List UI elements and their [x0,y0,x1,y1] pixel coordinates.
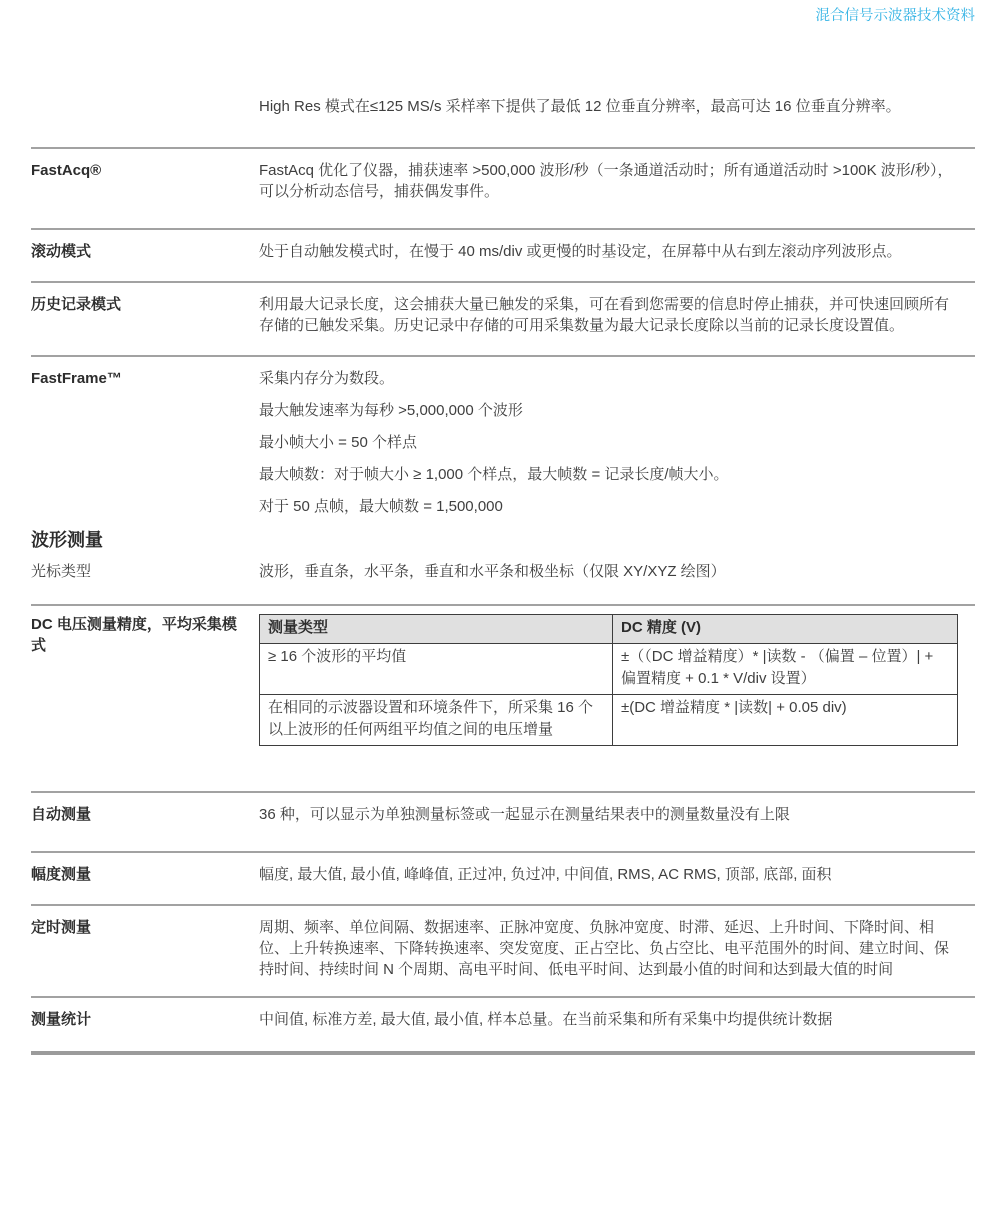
fastframe-paragraph: 最小帧大小 = 50 个样点 [259,434,417,451]
spec-text: FastAcq 优化了仪器，捕获速率 >500,000 波形/秒（一条通道活动时；所有通道活动时 >100K 波形/秒），可以分析动态信号，捕获偶发事件。 [259,162,953,200]
spec-row-measurement-statistics [31,996,975,1051]
table-cell-accuracy: ±(DC 增益精度 * |读数| + 0.05 div) [613,695,958,746]
spec-row-fastframe [31,355,975,529]
fastframe-paragraph: 采集内存分为数段。 [259,370,395,387]
spec-label: 定时测量 [31,919,92,936]
table-header-row [260,615,958,644]
dc-accuracy-table [259,614,958,746]
spec-label: 自动测量 [31,806,92,823]
table-row [260,695,958,746]
spec-label: 测量统计 [31,1011,92,1028]
table-cell-type: ≥ 16 个波形的平均值 [260,644,613,695]
spec-row-fastacq [31,147,975,228]
table-header-cell-measurement-type: 测量类型 [260,615,613,644]
spec-text: 利用最大记录长度，这会捕获大量已触发的采集，可在看到您需要的信息时停止捕获，并可快速回顾所有存储的已触发采集。历史记录中存储的可用采集数量为最大记录长度除以当前的记录长度设置值。 [259,296,950,334]
table-cell-type: 在相同的示波器设置和环境条件下，所采集 16 个以上波形的任何两组平均值之间的电压增量 [260,695,613,746]
spec-row-dc-accuracy [31,604,975,791]
spec-row-timing-measurements [31,904,975,996]
intro-paragraph: High Res 模式在≤125 MS/s 采样率下提供了最低 12 位垂直分辨率，最高可达 16 位垂直分辨率。 [259,98,901,115]
spec-label: 历史记录模式 [31,296,122,313]
spec-row-automated-measurements [31,791,975,851]
spec-text: 36 种，可以显示为单独测量标签或一起显示在测量结果表中的测量数量没有上限 [259,806,790,823]
fastframe-paragraph: 最大帧数：对于帧大小 ≥ 1,000 个样点，最大帧数 = 记录长度/帧大小。 [259,466,729,483]
spec-text: 幅度, 最大值, 最小值, 峰峰值, 正过冲, 负过冲, 中间值, RMS, AC RMS, 顶部, 底部, 面积 [259,866,832,883]
spec-row-amplitude-measurements [31,851,975,904]
page-title: 混合信号示波器技术资料 [815,8,975,24]
spec-text: 周期、频率、单位间隔、数据速率、正脉冲宽度、负脉冲宽度、时滞、延迟、上升时间、下降时间、相位、上升转换速率、下降转换速率、突发宽度、正占空比、负占空比、电平范围外的时间、建立时间、保持时间、持续时间 N 个周期、高电平时间、低电平时间、达到最小值的时间和达到最大值的时间 [259,919,950,978]
spec-text: 处于自动触发模式时，在慢于 40 ms/div 或更慢的时基设定，在屏幕中从右到左滚动序列波形点。 [259,243,902,260]
spec-row-cursor-types [31,551,975,604]
doc-header [31,6,975,26]
page-bottom-rule [31,1051,975,1055]
spec-label: FastAcq® [31,162,102,179]
spec-text [259,614,956,746]
spec-label: 光标类型 [31,563,92,580]
spec-text [259,368,956,517]
spec-row-roll-mode [31,228,975,281]
table-cell-accuracy: ±（（DC 增益精度）* |读数 - （偏置 – 位置）| + 偏置精度 + 0.1 * V/div 设置） [613,644,958,695]
spec-text: 波形，垂直条，水平条，垂直和水平条和极坐标（仅限 XY/XYZ 绘图） [259,563,726,580]
spec-row-history-mode [31,281,975,355]
table-row [260,644,958,695]
spec-label: 滚动模式 [31,243,92,260]
spec-text: 中间值, 标准方差, 最大值, 最小值, 样本总量。在当前采集和所有采集中均提供统计数据 [259,1011,833,1028]
table-header-cell-dc-accuracy: DC 精度 (V) [613,615,958,644]
section-heading-waveform-measurements: 波形测量 [31,530,103,550]
spec-label: 幅度测量 [31,866,92,883]
fastframe-paragraph: 最大触发速率为每秒 >5,000,000 个波形 [259,402,523,419]
spec-label: DC 电压测量精度，平均采集模式 [31,616,237,654]
spec-label: FastFrame™ [31,370,122,387]
fastframe-paragraph: 对于 50 点帧，最大帧数 = 1,500,000 [259,498,503,515]
